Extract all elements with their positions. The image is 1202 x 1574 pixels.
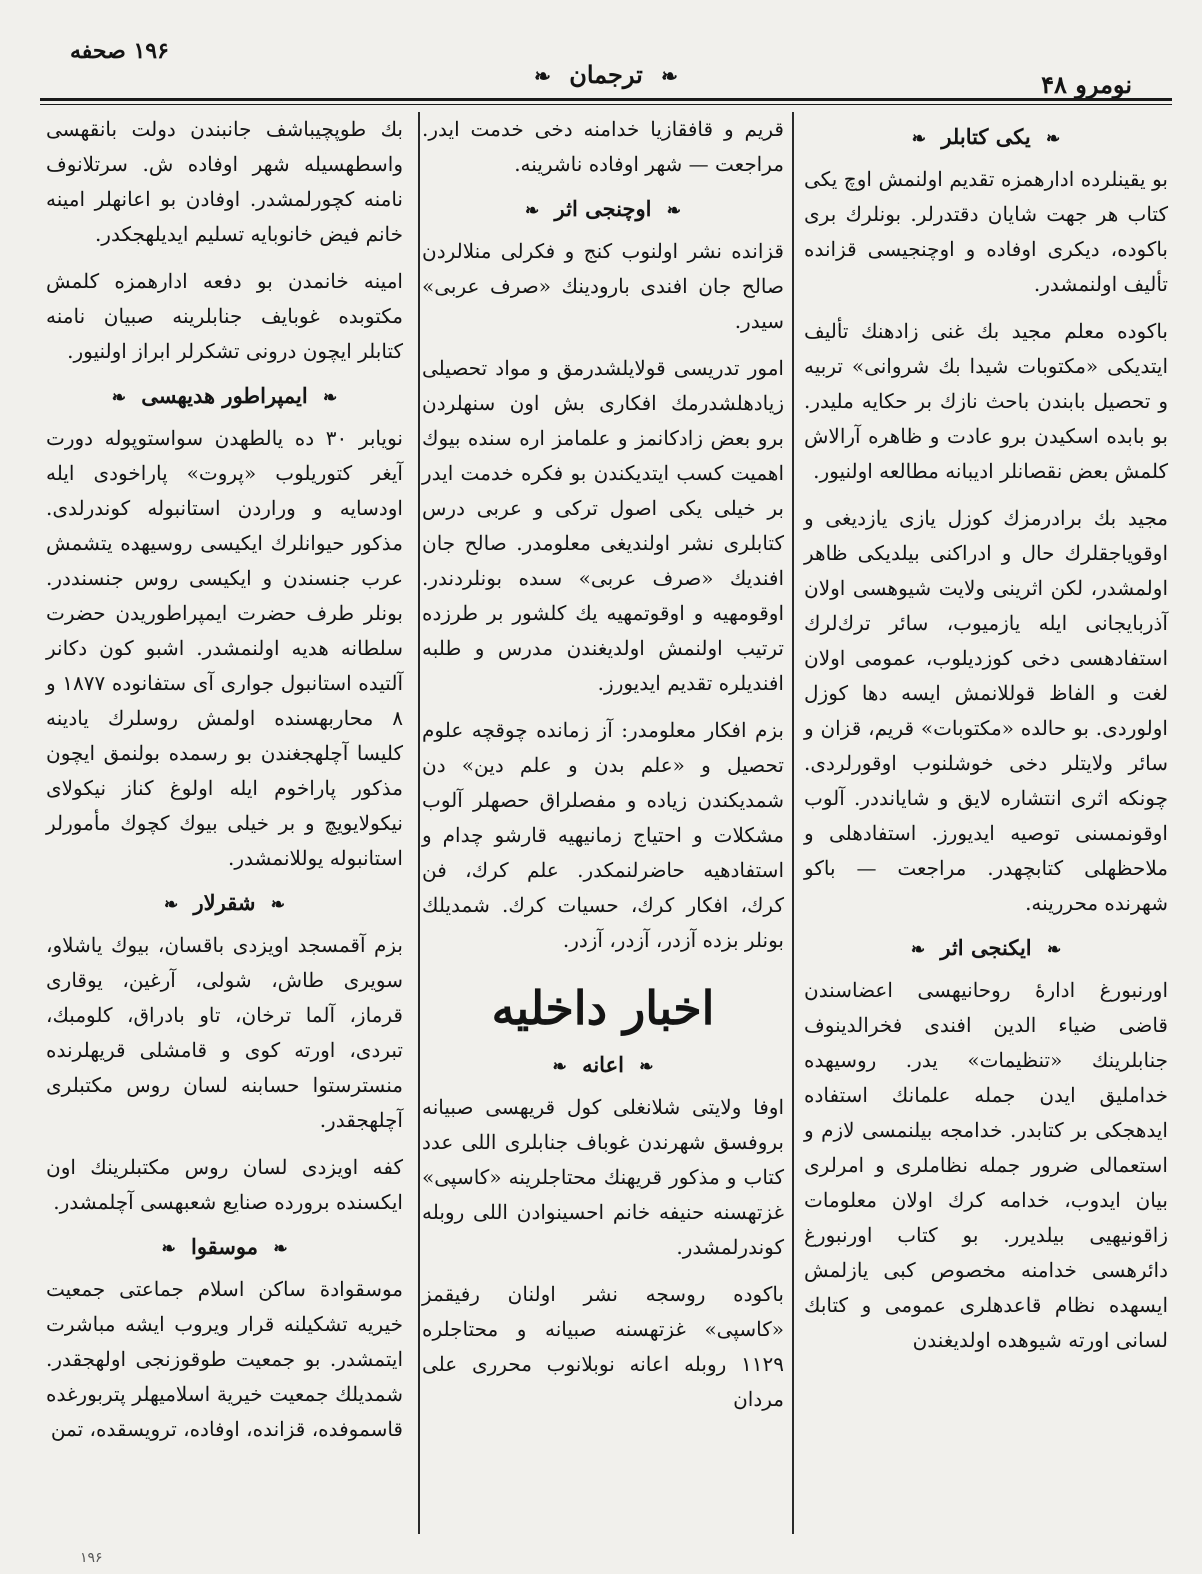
article-paragraph: بزم آقمسجد اويزدى باقسان، بيوك ياشلاو، سويرى طاش، شولى، آرغين، يوقارى قرماز، آلما ترخان، تاو بادراق، كلومبك، تبردى، اورته كوى و قامشلى قريهلرنده منسترستوا حسابنه لسان روس مكتبلرى آچلهجقدر.	[46, 933, 403, 1132]
ornament-icon: ❧	[1046, 940, 1062, 960]
article-paragraph: قريم و قافقازيا خدامنه دخى خدمت ايدر. مراجعت — شهر اوفاده ناشرينه.	[422, 117, 784, 176]
column-left	[42, 112, 407, 1554]
page-header	[40, 30, 1172, 100]
article-paragraph: مجيد بك برادرمزك كوزل يازى يازديغى و اوقوياجقلرك حال و ادراكنى بيلديكى ظاهر اولمشدر، لكن اثرينى ولايت شيوهسى اولان آذربايجانى ايله يازميوب، سائر ترك‌لرك استفادهسى دخى كوزديلوب، عمومى اولان لغت و الفاظ قوللانمش ايسه دها كوزل اولوردى. بو حالده «مكتوبات» قريم، قزان و سائر ولايتلر دخى خوشلنوب اوقورلردى. چونكه اثرى انتشاره لايق و شايانددر. آلوب اوقونمسنى توصيه ايديورز. استفادهلى و ملاحظهلى كتابچهدر. مراجعت — باكو شهرنده محررينه.	[804, 506, 1168, 915]
article-paragraph: موسقوادة ساكن اسلام جماعتى جمعيت خيريه تشكيلنه قرار ويروب ايشه مباشرت ايتمشدر. بو جمعيت طوقوزنجى اولهجقدر. شمديلك جمعيت خيرية اسلاميهلر پتربورغده قاسموفده، قزانده، اوفاده، ترويسقده، تمن	[46, 1277, 403, 1441]
issue-number: نومرو ۴۸	[1041, 70, 1132, 99]
article-paragraph: بزم افكار معلومدر: آز زمانده چوقچه علوم تحصيل و «علم بدن و علم دين» دن شمديكندن زياده و مفصلراق حصهلر آلوب مشكلات و احتياج زمانيهيه قارشو چدام و استفادهيه حاضرلنمكدر. علم كرك، فن كرك، افكار كرك، حسيات كرك. شمديلك بونلر بزده آزدر، آزدر، آزدر.	[422, 718, 784, 952]
ornament-icon: ❧	[666, 201, 682, 221]
ornament-icon: ❧	[552, 1057, 567, 1077]
section-heading	[46, 1232, 403, 1264]
column-middle	[418, 112, 788, 1554]
section-heading-text: اعانه	[582, 1052, 624, 1077]
article-paragraph: اورنبورغ ادارهٔ روحانيهسى اعضاسندن قاضى ضياء الدين افندى فخرالدينوف جنابلرينك «تنظيمات» يدر. روسيهده خدامليق ايدن جمله علمانك استفاده ايدهجكى بر كتابدر. خدامجه بيلنمسى لازم و استعمالى ضرور جمله نظاملرى و امرلرى بيان ايدوب، خدامه كرك اولان معلومات زاقونيهيى بيلديرر. بو كتاب اورنبورغ دائرهسى خدامنه مخصوص كبى يازلمش ايسهده نظام قاعدهلرى عمومى و كتابك لسانى اورته شيوهده اولديغندن	[804, 978, 1168, 1352]
newspaper-title-text: ترجمان	[569, 60, 643, 89]
article-paragraph: باكوده معلم مجيد بك غنى زادهنك تأليف ايتديكى «مكتوبات شيدا بك شروانى» تربيه و تحصيل بابندن باحث نازك بر حكايه مليدر. بو بابده اسكيدن برو عادت و ظاهره آرالاش كلمش بعض نقصانلر اديبانه مطالعه اولنيور.	[804, 319, 1168, 483]
article-paragraph: كفه اويزدى لسان روس مكتبلرينك اون ايكسنده برورده صنايع شعبهسى آچلمشدر.	[46, 1155, 403, 1214]
ornament-icon: ❧	[270, 895, 286, 915]
ornament-icon: ❧	[273, 1239, 288, 1259]
footer-mark: ۱۹۶	[80, 1550, 103, 1566]
ornament-icon: ❧	[323, 388, 338, 408]
article-paragraph: نويابر ۳۰ ده يالطهدن سواستوپوله دورت آيغر كتوريلوب «پروت» پاراخودى ايله اودسايه و وراردن استانبوله كوندرلدى. مذكور حيوانلرك ايكيسى روسيهده يتشمش عرب جنسندن و ايكيسى روس جنسنددر. بونلر طرف حضرت ايمپراطوريدن حضرت سلطانه هديه اولنمشدر. اشبو كون دكانر آلتيده استانبول جوارى آى ستفانوده ۱۸۷۷ و ۸ محاربهسنده اولمش روسلرك يادينه كليسا آچلهجغندن بو رسمده بولنمق ايچون مذكور پاراخوم ايله اولوغ كناز نيكولاى نيكولايويچ و بر خيلى بيوك كچوك مأمورلر استانبوله يوللانمشدر.	[46, 426, 403, 870]
section-heading	[804, 122, 1168, 154]
section-heading	[422, 194, 784, 226]
ornament-icon: ❧	[163, 895, 179, 915]
section-heading-text: موسقوا	[191, 1234, 258, 1259]
header-rule	[40, 98, 1172, 101]
section-banner-title: اخبار داخليه	[491, 981, 715, 1035]
section-heading-text: يكى كتابلر	[941, 124, 1031, 149]
newspaper-title	[40, 60, 1172, 89]
ornament-icon: ❧	[639, 1057, 654, 1077]
ornament-icon: ❧	[911, 129, 926, 149]
ornament-icon: ❧	[1046, 129, 1061, 149]
section-heading-text: ايكنجى اثر	[940, 935, 1032, 960]
page-number: ۱۹۶ صحفه	[70, 38, 169, 64]
column-divider	[792, 112, 794, 1534]
ornament-icon: ❧	[111, 388, 126, 408]
section-heading-text: ايمپراطور هديهسى	[141, 383, 308, 408]
ornament-icon: ❧	[661, 64, 678, 88]
column-right	[800, 112, 1172, 1554]
article-paragraph: بو يقينلرده ادارهمزه تقديم اولنمش اوچ يكى كتاب هر جهت شايان دقتدرلر. بونلرك برى باكوده، ديكرى اوفاده و اوچنجيسى قزانده تأليف اولنمشدر.	[804, 167, 1168, 296]
article-paragraph: امينه خانمدن بو دفعه ادارهمزه كلمش مكتوبده غوبايف جنابلرينه صبيان نامنه كتابلر ايچون درونى تشكرلر ابراز اولنيور.	[46, 269, 403, 363]
section-heading	[46, 381, 403, 413]
section-heading	[46, 888, 403, 920]
section-heading-text: شقرلار	[193, 890, 256, 915]
ornament-icon: ❧	[161, 1239, 176, 1259]
section-heading-text: اوچنجى اثر	[554, 196, 652, 221]
header-rule-thin	[40, 104, 1172, 105]
article-paragraph: باكوده روسجه نشر اولنان رفيقمز «كاسپى» غزتهسنه صبيانه و محتاجلره ۱۱۲۹ روبله اعانه نوبلانوب محررى على مردان	[422, 1282, 784, 1411]
article-paragraph: قزانده نشر اولنوب كنج و فكرلى منلالردن صالح جان افندى بارودينك «صرف عربى» سيدر.	[422, 239, 784, 333]
section-heading	[422, 1050, 784, 1082]
article-paragraph: اوفا ولايتى شلانغلى كول قريهسى صبيانه بروفسق شهرندن غوباف جنابلرى اللى عدد كتاب و مذكور قريهنك محتاجلرينه «كاسپى» غزتهسنه حنيفه خانم احسينوادن اللى روبله كوندرلمشدر.	[422, 1095, 784, 1259]
ornament-icon: ❧	[910, 940, 926, 960]
ornament-icon: ❧	[534, 64, 551, 88]
ornament-icon: ❧	[524, 201, 540, 221]
article-paragraph: امور تدريسى قولايلشدرمق و مواد تحصيلى زيادهلشدرمك افكارى بش اون سنهلردن برو بعض زادكانمز و علمامز اره سنده بيوك اهميت كسب ايتديكندن بو فكره خدمت ايدر بر خيلى يكى اصول تركى و عربى درس كتابلرى نشر اولنديغى معلومدر. صالح جان افنديك «صرف عربى» سىده بونلردندر. اوقومهيه و اوقوتمهيه يك كلشور بر طرزده ترتيب اولنمش اولديغندن مدرس و طلبه افنديلره تقديم ايديورز.	[422, 356, 784, 695]
section-heading	[804, 933, 1168, 965]
article-paragraph: بك طوپچيباشف جانبندن دولت بانقهسى واسطهسيله شهر اوفاده ش. سرتلانوف نامنه كچورلمشدر. اوفادن بو اعانهلر امينه خانم فيض خانوبايه تسليم ايديلهجكدر.	[46, 117, 403, 246]
